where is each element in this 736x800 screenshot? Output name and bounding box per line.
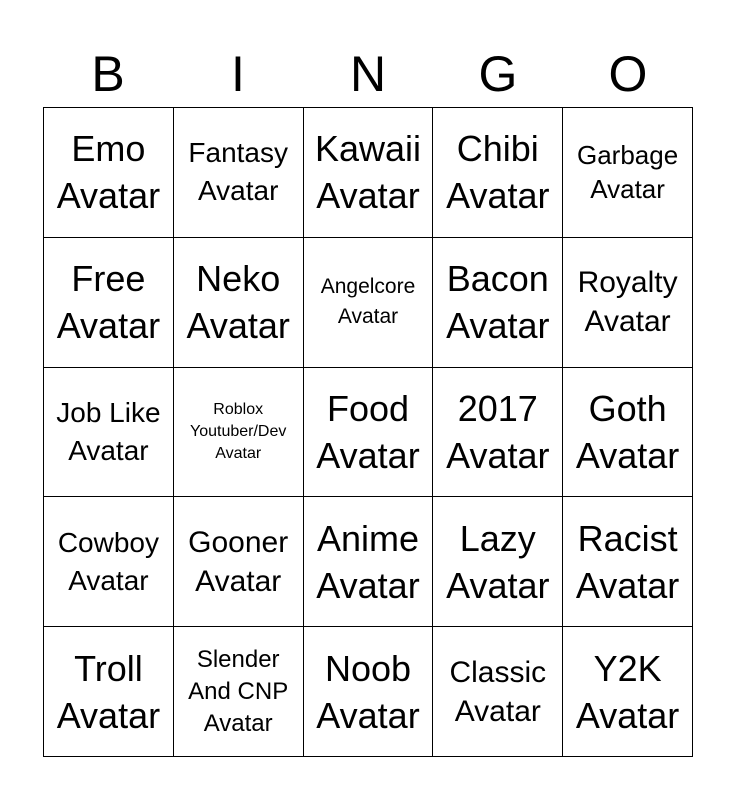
cell-text: 2017 Avatar [446,387,550,476]
bingo-cell[interactable] [174,368,304,498]
cell-text: Job Like Avatar [56,396,161,466]
header-letter-b: B [91,46,125,102]
bingo-cell[interactable] [433,368,563,498]
bingo-cell[interactable] [174,497,304,627]
bingo-cell[interactable] [304,368,434,498]
bingo-grid [43,107,693,757]
cell-text: Angelcore Avatar [320,275,416,329]
cell-text: Kawaii Avatar [314,128,422,217]
cell-text: Slender And CNP Avatar [188,645,289,737]
cell-text: Anime Avatar [316,517,420,606]
cell-text: Fantasy Avatar [188,137,288,207]
bingo-cell[interactable] [563,368,693,498]
cell-text: Royalty Avatar [577,266,678,339]
bingo-cell[interactable] [433,238,563,368]
header-letter-n: N [349,46,387,102]
bingo-cell[interactable] [44,497,174,627]
bingo-cell[interactable] [433,627,563,757]
bingo-cell[interactable] [563,627,693,757]
cell-text: Garbage Avatar [577,140,679,205]
cell-text: Emo Avatar [56,128,161,217]
bingo-cell[interactable] [304,108,434,238]
bingo-cell[interactable] [433,497,563,627]
header-letter-o: O [608,46,648,102]
cell-text: Cowboy Avatar [57,526,159,596]
cell-text: Noob Avatar [316,647,420,736]
cell-text: Troll Avatar [56,647,161,736]
bingo-cell[interactable] [44,108,174,238]
bingo-cell[interactable] [563,108,693,238]
bingo-cell[interactable] [44,627,174,757]
header-letter-i: I [231,46,245,102]
cell-text: Neko Avatar [186,258,290,347]
cell-text: Classic Avatar [449,655,547,728]
cell-text: Chibi Avatar [446,128,550,217]
bingo-cell[interactable] [174,238,304,368]
bingo-cell[interactable] [44,238,174,368]
bingo-cell[interactable] [563,238,693,368]
bingo-cell[interactable] [304,497,434,627]
bingo-cell[interactable] [304,627,434,757]
cell-text: Bacon Avatar [446,258,550,347]
cell-text: Gooner Avatar [188,525,289,598]
cell-text: Lazy Avatar [446,517,550,606]
bingo-cell[interactable] [563,497,693,627]
bingo-cell[interactable] [174,108,304,238]
cell-text: Free Avatar [56,258,161,347]
bingo-cell[interactable] [174,627,304,757]
cell-text: Y2K Avatar [575,647,680,736]
bingo-header [43,40,693,108]
cell-text: Roblox Youtuber/Dev Avatar [190,400,287,462]
cell-text: Food Avatar [316,387,420,476]
bingo-cell[interactable] [44,368,174,498]
bingo-cell[interactable] [304,238,434,368]
cell-text: Racist Avatar [575,517,680,606]
header-letter-g: G [478,46,518,102]
cell-text: Goth Avatar [575,387,680,476]
bingo-cell[interactable] [433,108,563,238]
